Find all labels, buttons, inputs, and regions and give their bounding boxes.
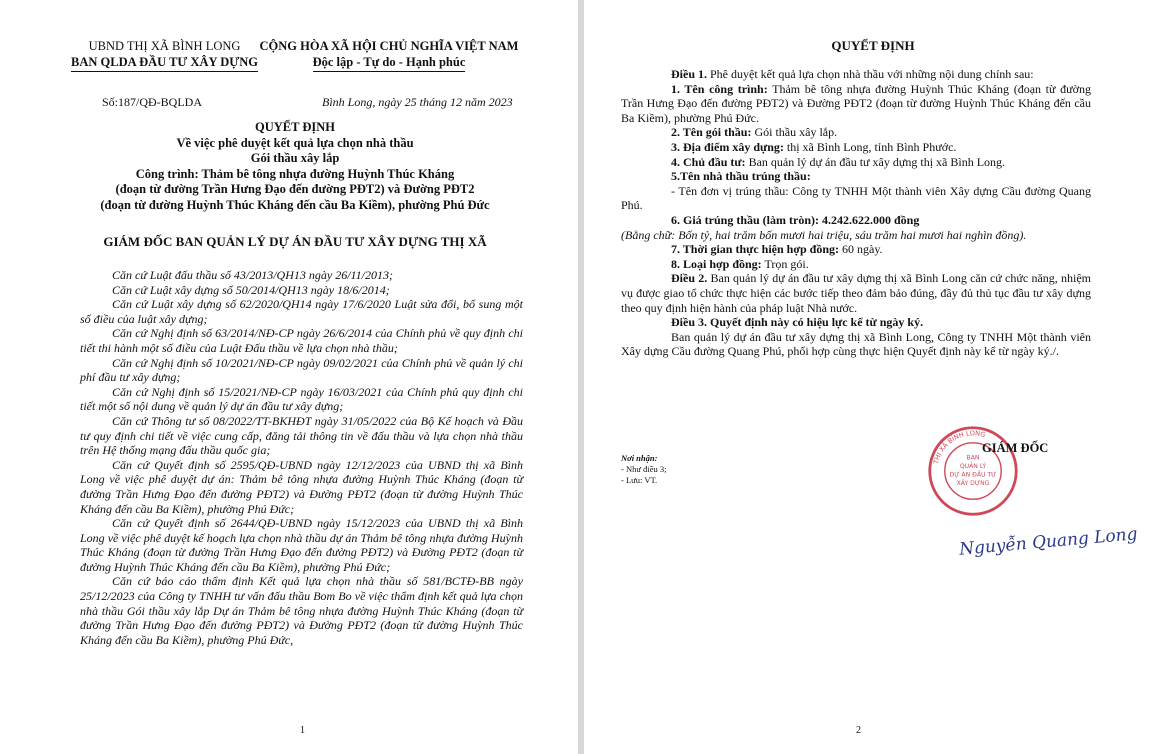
basis-item: Căn cứ Quyết định số 2595/QĐ-UBND ngày 12/12/2023 của UBND thị xã Bình Long về việc phê duyệt dự án: Thảm bê tông nhựa đường Huỳnh Thúc Kháng (đoạn từ đường Trần Hưng Đạo đến đường PĐT2) và Đường PĐT2 (đoạn từ đường Huỳnh Thúc Kháng đến cầu Ba Kiềm), phường Phú Đức;	[80, 457, 523, 516]
seal-line: QUẢN LÝ	[959, 463, 987, 471]
issuing-agency	[62, 38, 267, 72]
item-label: 4. Chủ đầu tư:	[671, 154, 746, 169]
title-line: Gói thầu xây lắp	[250, 151, 340, 165]
basis-item: Căn cứ Thông tư số 08/2022/TT-BKHĐT ngày 31/05/2022 của Bộ Kế hoạch và Đầu tư quy định chi tiết về việc cung cấp, đăng tải thông tin về đấu thầu và lựa chọn nhà thầu trên Hệ thống mạng đấu thầu quốc gia;	[80, 413, 523, 458]
article-3-text: Ban quản lý dự án đầu tư xây dựng thị xã Bình Long, Công ty TNHH Một thành viên Xây dựng Cầu đường Quang Phú, phối hợp cùng thực hiện Quyết định này kể từ ngày ký./.	[621, 329, 1091, 359]
document-page-2	[584, 0, 1162, 754]
item-text: 60 ngày.	[839, 242, 883, 257]
item-text: Thảm bê tông nhựa đường Huỳnh Thúc Kháng (đoạn từ đường Trần Hưng Đạo đến đường PĐT2) và Đường PĐT2 (đoạn từ đường Huỳnh Thúc Kháng đến cầu Ba Kiềm), phường Phú Đức.	[621, 81, 1091, 125]
item-contract-type	[621, 257, 1091, 272]
article-1	[621, 67, 1091, 82]
item-contract-duration	[621, 242, 1091, 257]
page-number: 1	[300, 725, 305, 736]
director-heading: GIÁM ĐỐC BAN QUẢN LÝ DỰ ÁN ĐẦU TƯ XÂY DỰNG THỊ XÃ	[103, 234, 487, 249]
recipients-block	[621, 453, 666, 486]
basis-item: Căn cứ Nghị định số 63/2014/NĐ-CP ngày 26/6/2014 của Chính phủ về quy định chi tiết thi hành một số điều của Luật Đấu thầu về lựa chọn nhà thầu;	[80, 326, 523, 355]
item-winning-price: 6. Giá trúng thầu (làm tròn): 4.242.622.000 đồng	[671, 212, 920, 227]
item-text: thị xã Bình Long, tỉnh Bình Phước.	[783, 139, 957, 154]
national-motto	[254, 38, 524, 72]
document-number: Số:187/QĐ-BQLDA	[102, 95, 203, 109]
page-number: 2	[856, 725, 861, 736]
item-winning-bidder-label: 5.Tên nhà thầu trúng thầu:	[671, 169, 811, 184]
article-2	[621, 271, 1091, 315]
document-date: Bình Long, ngày 25 tháng 12 năm 2023	[322, 95, 513, 109]
article-label: Điều 1.	[671, 67, 707, 81]
basis-item: Căn cứ Luật xây dựng số 62/2020/QH14 ngày 17/6/2020 Luật sửa đổi, bổ sung một số điều của luật xây dựng;	[80, 297, 523, 326]
legal-basis	[80, 268, 523, 647]
motto: Độc lập - Tự do - Hạnh phúc	[313, 54, 466, 72]
decision-body	[621, 67, 1091, 359]
item-text: Gói thầu xây lắp.	[751, 125, 838, 140]
seal-line: XÂY DỰNG	[956, 480, 990, 488]
document-page-1	[0, 0, 578, 754]
item-text: Trọn gói.	[761, 256, 809, 271]
document-header	[0, 38, 578, 86]
seal-ring-text: THỊ XÃ BÌNH LONG	[932, 429, 987, 465]
article-label: Điều 2.	[671, 271, 708, 286]
item-label: 2. Tên gói thầu:	[671, 125, 752, 140]
seal-line: BAN	[966, 454, 980, 462]
signatory-title: GIÁM ĐỐC	[982, 441, 1049, 455]
item-text: Ban quản lý dự án đầu tư xây dựng thị xã Bình Long.	[745, 154, 1006, 169]
article-text: Ban quản lý dự án đầu tư xây dựng thị xã Bình Long căn cứ chức năng, nhiệm vụ được giao tổ chức thực hiện các bước tiếp theo đảm bảo đúng, đầy đủ thủ tục đầu tư xây dựng theo quy định hiện hành của pháp luật Nhà nước.	[621, 271, 1092, 315]
item-winning-bidder: - Tên đơn vị trúng thầu: Công ty TNHH Một thành viên Xây dựng Cầu đường Quang Phú.	[621, 183, 1091, 213]
item-label: 1. Tên công trình:	[671, 81, 768, 96]
handwritten-signature	[957, 518, 1139, 568]
basis-item: Căn cứ Luật đấu thầu số 43/2013/QH13 ngày 26/11/2013;	[112, 268, 393, 282]
article-text: Phê duyệt kết quả lựa chọn nhà thầu với những nội dung chính sau:	[707, 67, 1034, 81]
basis-item: Căn cứ Nghị định số 15/2021/NĐ-CP ngày 16/03/2021 của Chính phủ quy định chi tiết một số nội dung về quản lý dự án đầu tư xây dựng;	[80, 384, 523, 414]
item-package-name	[621, 125, 1091, 140]
seal-line: DỰ ÁN ĐẦU TƯ	[949, 471, 997, 479]
item-label: 7. Thời gian thực hiện hợp đồng:	[671, 242, 839, 257]
price-in-words: (Bằng chữ: Bốn tỷ, hai trăm bốn mươi hai triệu, sáu trăm hai mươi hai nghìn đồng).	[621, 227, 1027, 242]
item-label: 8. Loại hợp đồng:	[671, 256, 762, 271]
signature-name: Nguyễn Quang Long	[958, 524, 1139, 560]
decision-title	[60, 120, 530, 213]
decision-heading: QUYẾT ĐỊNH	[831, 38, 915, 53]
title-line: (đoạn từ đường Trần Hưng Đạo đến đường PĐT2) và Đường PĐT2	[115, 182, 475, 196]
item-project-name	[621, 82, 1091, 126]
title-line: QUYẾT ĐỊNH	[255, 120, 335, 134]
basis-item: Căn cứ Quyết định số 2644/QĐ-UBND ngày 15/12/2023 của UBND thị xã Bình Long về việc phê duyệt kế hoạch lựa chọn nhà thầu dự án Thảm bê tông nhựa đường Huỳnh Thúc Kháng (đoạn từ đường Trần Hưng Đạo đến đường PĐT2) và Đường PĐT2 (đoạn từ đường Huỳnh Thúc Kháng đến cầu Ba Kiềm), phường Phú Đức;	[80, 516, 523, 574]
article-3: Điều 3. Quyết định này có hiệu lực kể từ ngày ký.	[671, 315, 924, 330]
item-investor	[621, 155, 1091, 170]
official-seal	[926, 424, 1020, 518]
item-location	[621, 140, 1091, 155]
agency-name: BAN QLDA ĐẦU TƯ XÂY DỰNG	[71, 54, 258, 72]
recipient-item: - Lưu: VT.	[621, 475, 658, 485]
title-line: Công trình: Thảm bê tông nhựa đường Huỳnh Thúc Kháng	[135, 166, 455, 181]
basis-item: Căn cứ báo cáo thẩm định Kết quả lựa chọn nhà thầu số 581/BCTĐ-BB ngày 25/12/2023 của Công ty TNHH tư vấn đấu thầu Bom Bo về việc thẩm định kết quả lựa chọn nhà thầu Gói thầu xây lắp Dự án Thảm bê tông nhựa đường Huỳnh Thúc Kháng (đoạn từ đường Trần Hưng Đạo đến đường PĐT2) và Đường PĐT2 (đoạn từ đường Huỳnh Thúc Kháng đến cầu Ba Kiềm), phường Phú Đức,	[80, 574, 523, 647]
recipients-heading: Nơi nhận:	[621, 453, 658, 463]
country-name: CỘNG HÒA XÃ HỘI CHỦ NGHĨA VIỆT NAM	[259, 39, 519, 53]
item-label: 3. Địa điểm xây dựng:	[671, 139, 784, 154]
title-line: (đoạn từ đường Huỳnh Thúc Kháng đến cầu Ba Kiềm), phường Phú Đức	[100, 197, 490, 212]
recipient-item: - Như điều 3;	[621, 464, 667, 474]
basis-item: Căn cứ Nghị định số 10/2021/NĐ-CP ngày 09/02/2021 của Chính phủ về quản lý chi phí đầu tư xây dựng;	[80, 355, 523, 385]
agency-parent: UBND THỊ XÃ BÌNH LONG	[88, 39, 241, 53]
title-line: Về việc phê duyệt kết quả lựa chọn nhà thầu	[176, 135, 414, 150]
basis-item: Căn cứ Luật xây dựng số 50/2014/QH13 ngày 18/6/2014;	[112, 282, 390, 297]
